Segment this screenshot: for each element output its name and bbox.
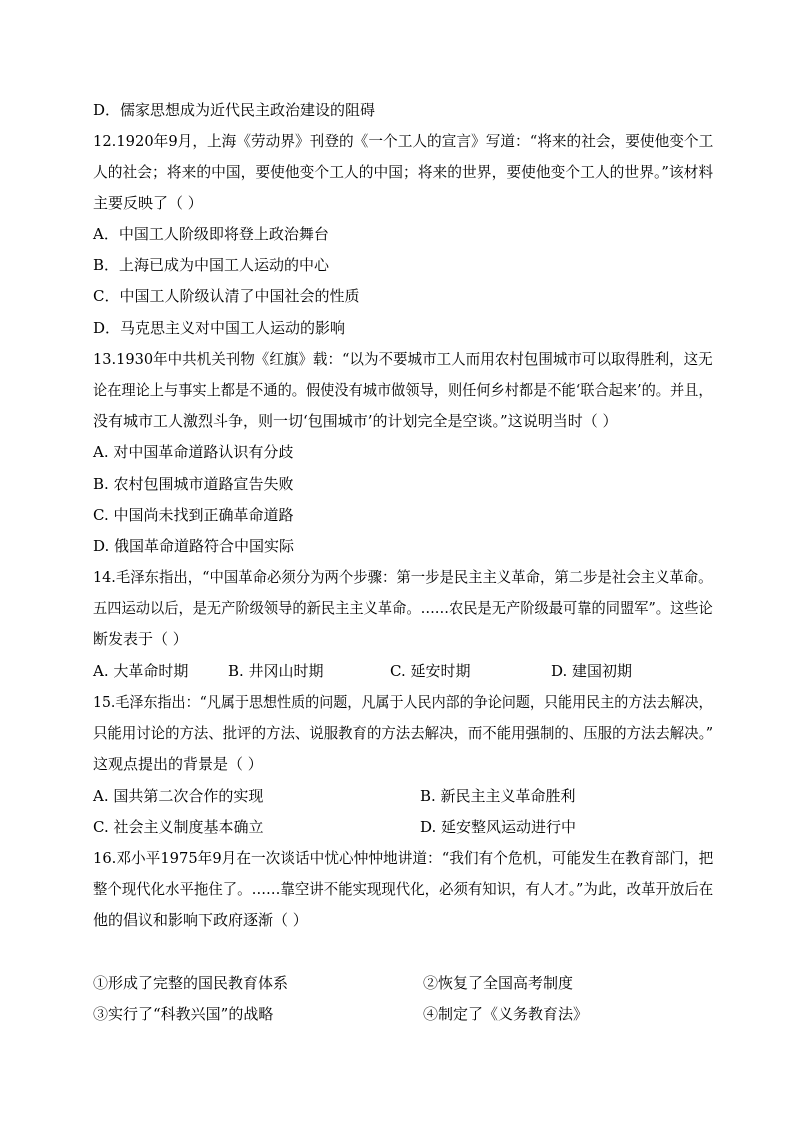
q16-item-2: ②恢复了全国高考制度 [423,974,574,992]
q12-stem-line1: 12.1920年9月，上海《劳动界》刊登的《一个工人的宣言》写道：“将来的社会，要使他变个工 [93,132,714,150]
q13-option-c: C. 中国尚未找到正确革命道路 [93,506,294,524]
q14-option-b: B. 井冈山时期 [228,662,324,680]
q11-option-d: D．儒家思想成为近代民主政治建设的阻碍 [93,101,376,119]
q15-stem-line3: 这观点提出的背景是（ ） [93,755,263,773]
q15-stem-line2: 只能用讨论的方法、批评的方法、说服教育的方法去解决，而不能用强制的、压服的方法去解决。” [93,724,714,742]
q13-stem-line1: 13.1930年中共机关刊物《红旗》载：“以为不要城市工人而用农村包围城市可以取得胜利，这无 [93,350,713,368]
q12-option-c: C．中国工人阶级认清了中国社会的性质 [93,287,360,305]
q14-stem-line3: 断发表于（ ） [93,630,188,648]
q15-option-c: C. 社会主义制度基本确立 [93,818,264,836]
q12-option-d: D．马克思主义对中国工人运动的影响 [93,319,346,337]
q14-stem-line2: 五四运动以后，是无产阶级领导的新民主主义革命。……农民是无产阶级最可靠的同盟军”。这些论 [93,599,713,617]
q15-option-b: B. 新民主主义革命胜利 [420,787,576,805]
q16-item-4: ④制定了《义务教育法》 [423,1005,589,1023]
q16-stem-line3: 他的倡议和影响下政府逐渐（ ） [93,911,308,929]
q12-option-b: B．上海已成为中国工人运动的中心 [93,256,330,274]
q16-stem-line2: 整个现代化水平拖住了。……靠空讲不能实现现代化，必须有知识，有人才。”为此，改革开放后在 [93,880,714,898]
q15-stem-line1: 15.毛泽东指出：“凡属于思想性质的问题，凡属于人民内部的争论问题，只能用民主的方法去解决， [93,693,713,711]
q15-option-a: A. 国共第二次合作的实现 [93,787,264,805]
q16-item-1: ①形成了完整的国民教育体系 [93,974,289,992]
q14-stem-line1: 14.毛泽东指出，“中国革命必须分为两个步骤：第一步是民主主义革命，第二步是社会主义革命。 [93,568,713,586]
q16-item-3: ③实行了“科教兴国”的战略 [93,1005,274,1023]
q12-stem-line3: 主要反映了（ ） [93,194,203,212]
q14-option-d: D. 建国初期 [551,662,633,680]
q13-stem-line2: 论在理论上与事实上都是不通的。假使没有城市做领导，则任何乡村都是不能‘联合起来’的。并且， [93,381,713,399]
q12-option-a: A．中国工人阶级即将登上政治舞台 [93,225,329,243]
q15-option-d: D. 延安整风运动进行中 [420,818,577,836]
q12-stem-line2: 人的社会；将来的中国，要使他变个工人的中国；将来的世界，要使他变个工人的世界。”该材料 [93,163,714,181]
q13-option-b: B. 农村包围城市道路宣告失败 [93,475,294,493]
q13-stem-line3: 没有城市工人激烈斗争，则一切‘包围城市’的计划完全是空谈。”这说明当时（ ） [93,412,618,430]
q13-option-a: A. 对中国革命道路认识有分歧 [93,443,294,461]
q13-option-d: D. 俄国革命道路符合中国实际 [93,537,295,555]
q14-option-a: A. 大革命时期 [93,662,189,680]
q14-option-c: C. 延安时期 [390,662,471,680]
q16-stem-line1: 16.邓小平1975年9月在一次谈话中忧心忡忡地讲道：“我们有个危机，可能发生在教育部门，把 [93,849,714,867]
